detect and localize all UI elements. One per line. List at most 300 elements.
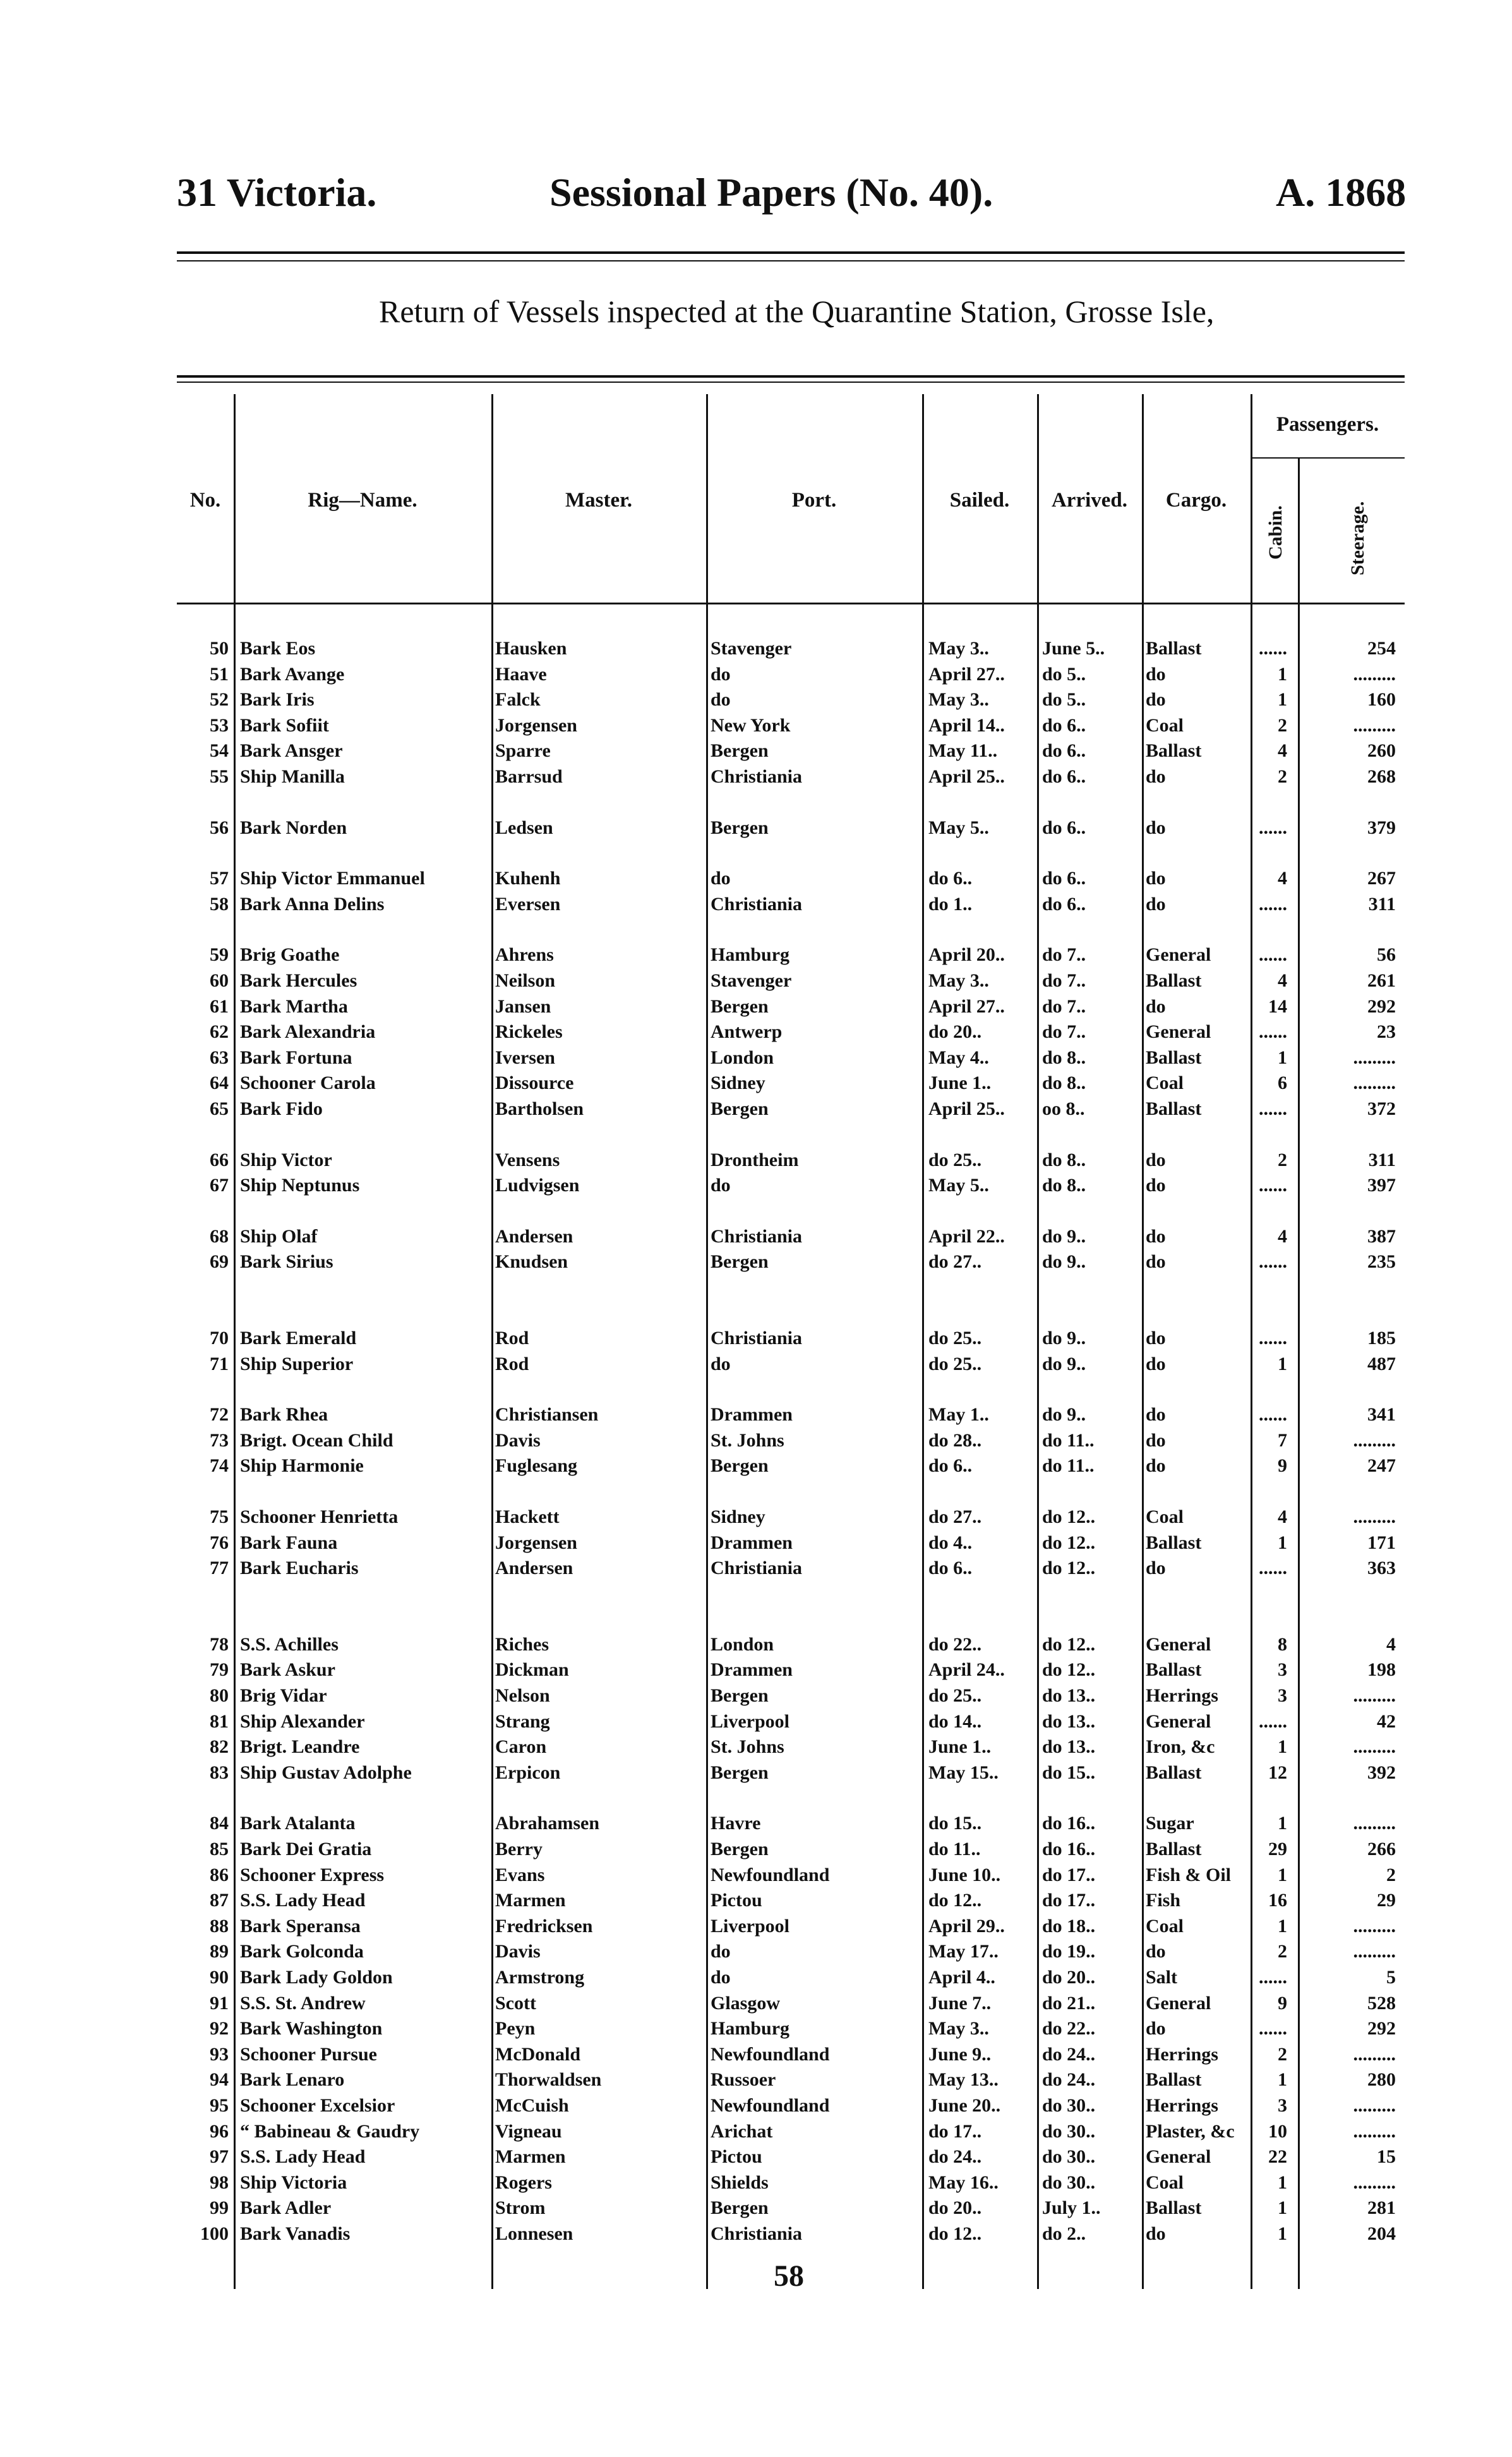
row-cabin: 1 [1278, 2172, 1287, 2193]
row-steerage: 198 [1367, 1659, 1396, 1681]
row-steerage: 487 [1367, 1353, 1396, 1374]
row-cabin: ...... [1259, 893, 1287, 915]
row-arrived: do 6.. [1042, 868, 1086, 889]
row-no: 97 [210, 2146, 229, 2168]
row-cargo: Coal [1146, 1506, 1184, 1527]
table-row [177, 1047, 1405, 1072]
row-cabin: ...... [1259, 1098, 1287, 1119]
row-master: Kuhenh [495, 868, 561, 889]
row-cargo: Ballast [1146, 1762, 1202, 1783]
row-cabin: 22 [1268, 2146, 1287, 2168]
row-rig-name: Bark Fido [240, 1098, 323, 1119]
row-sailed: June 7.. [928, 1992, 992, 2014]
row-cabin: 4 [1278, 1506, 1287, 1527]
row-arrived: do 6.. [1042, 817, 1086, 838]
row-port: London [711, 1633, 774, 1655]
row-steerage: 29 [1377, 1890, 1396, 1911]
row-arrived: do 30.. [1042, 2120, 1096, 2142]
row-cabin: 1 [1278, 689, 1287, 711]
row-no: 64 [210, 1072, 229, 1094]
row-sailed: April 24.. [928, 1659, 1005, 1681]
row-arrived: do 22.. [1042, 2018, 1096, 2039]
row-cargo: Fish [1146, 1890, 1181, 1911]
row-port: do [711, 689, 731, 711]
row-cargo: do [1146, 817, 1166, 838]
row-master: Ludvigsen [495, 1175, 580, 1196]
row-rig-name: Schooner Carola [240, 1072, 376, 1094]
row-port: Sidney [711, 1072, 765, 1094]
row-sailed: May 5.. [928, 817, 989, 838]
row-arrived: do 12.. [1042, 1532, 1096, 1553]
row-port: Sidney [711, 1506, 765, 1527]
row-cargo: do [1146, 995, 1166, 1017]
row-steerage: ......... [1353, 1506, 1396, 1527]
row-sailed: do 22.. [928, 1633, 982, 1655]
table-row [177, 868, 1405, 893]
row-sailed: do 25.. [928, 1353, 982, 1374]
row-cargo: do [1146, 1941, 1166, 1962]
row-cabin: ...... [1259, 638, 1287, 659]
table-row [177, 715, 1405, 740]
vessel-ledger-table [177, 375, 1405, 2295]
row-master: Hausken [495, 638, 567, 659]
row-cabin: 10 [1268, 2120, 1287, 2142]
row-no: 54 [210, 740, 229, 762]
table-top-rule-thin [177, 381, 1405, 383]
row-port: St. Johns [711, 1429, 784, 1451]
row-arrived: do 13.. [1042, 1736, 1096, 1758]
row-cabin: 1 [1278, 1353, 1287, 1374]
row-rig-name: Ship Victoria [240, 2172, 347, 2193]
row-port: Bergen [711, 1098, 769, 1119]
table-row [177, 817, 1405, 843]
row-port: Christiania [711, 1328, 803, 1349]
table-row [177, 1072, 1405, 1098]
table-row [177, 1558, 1405, 1583]
row-port: Pictou [711, 1890, 762, 1911]
row-cargo: do [1146, 1251, 1166, 1273]
row-cargo: do [1146, 1455, 1166, 1477]
row-steerage: 292 [1367, 995, 1396, 1017]
running-header-left: 31 Victoria. [177, 170, 377, 215]
row-cabin: 1 [1278, 1532, 1287, 1553]
row-port: Newfoundland [711, 2095, 830, 2116]
row-rig-name: Bark Vanadis [240, 2223, 351, 2244]
row-sailed: April 4.. [928, 1967, 995, 1988]
row-rig-name: Schooner Henrietta [240, 1506, 399, 1527]
row-master: Abrahamsen [495, 1813, 600, 1834]
row-steerage: 4 [1386, 1633, 1396, 1655]
row-master: Rod [495, 1328, 529, 1349]
row-cargo: General [1146, 2146, 1211, 2168]
row-arrived: do 9.. [1042, 1328, 1086, 1349]
row-no: 60 [210, 970, 229, 991]
col-header-passengers: Passengers. [1276, 413, 1379, 436]
row-port: Drammen [711, 1532, 793, 1553]
row-rig-name: Bark Anna Delins [240, 893, 385, 915]
row-cabin: 1 [1278, 1736, 1287, 1758]
row-sailed: May 3.. [928, 689, 989, 711]
row-steerage: 379 [1367, 817, 1396, 838]
row-no: 56 [210, 817, 229, 838]
row-cabin: 1 [1278, 1915, 1287, 1937]
row-rig-name: Bark Atalanta [240, 1813, 356, 1834]
row-arrived: do 30.. [1042, 2146, 1096, 2168]
row-master: Haave [495, 663, 547, 685]
col-header-rig-name: Rig—Name. [308, 489, 417, 512]
row-master: Bartholsen [495, 1098, 584, 1119]
row-port: Havre [711, 1813, 761, 1834]
row-cargo: Coal [1146, 1915, 1184, 1937]
row-arrived: do 6.. [1042, 740, 1086, 762]
row-cabin: 2 [1278, 1149, 1287, 1170]
row-rig-name: Bark Ansger [240, 740, 343, 762]
row-master: Jorgensen [495, 714, 577, 736]
row-port: Bergen [711, 995, 769, 1017]
row-cargo: do [1146, 1353, 1166, 1374]
row-no: 80 [210, 1685, 229, 1706]
row-sailed: April 25.. [928, 766, 1005, 787]
row-steerage: ......... [1353, 2172, 1396, 2193]
row-steerage: ......... [1353, 1685, 1396, 1706]
row-rig-name: Ship Gustav Adolphe [240, 1762, 412, 1783]
row-port: Russoer [711, 2069, 776, 2091]
row-rig-name: Bark Lady Goldon [240, 1967, 393, 1988]
row-sailed: May 4.. [928, 1047, 989, 1068]
row-sailed: May 15.. [928, 1762, 999, 1783]
col-header-master: Master. [565, 489, 632, 512]
row-rig-name: Ship Manilla [240, 766, 345, 787]
row-steerage: 392 [1367, 1762, 1396, 1783]
row-sailed: April 14.. [928, 714, 1005, 736]
row-no: 84 [210, 1813, 229, 1834]
row-no: 83 [210, 1762, 229, 1783]
col-header-cargo: Cargo. [1165, 489, 1227, 512]
row-steerage: 266 [1367, 1839, 1396, 1859]
row-port: Bergen [711, 740, 769, 762]
row-sailed: May 13.. [928, 2069, 999, 2091]
page-number: 58 [774, 2259, 804, 2293]
row-cabin: 9 [1278, 1992, 1287, 2014]
row-cabin: 2 [1278, 714, 1287, 736]
table-row [177, 1967, 1405, 1992]
row-master: Jorgensen [495, 1532, 577, 1553]
col-header-sailed: Sailed. [949, 489, 1010, 512]
row-cabin: ...... [1259, 1710, 1287, 1732]
row-cabin: ...... [1259, 944, 1287, 966]
row-rig-name: Bark Eos [240, 638, 316, 659]
row-arrived: do 5.. [1042, 663, 1086, 685]
row-master: Ahrens [495, 944, 554, 966]
row-no: 71 [210, 1353, 229, 1374]
row-sailed: do 11.. [928, 1839, 981, 1859]
row-no: 69 [210, 1251, 229, 1273]
row-arrived: do 6.. [1042, 714, 1086, 736]
row-sailed: June 9.. [928, 2043, 992, 2065]
row-cabin: 3 [1278, 1659, 1287, 1681]
row-sailed: do 20.. [928, 1021, 982, 1043]
row-steerage: ......... [1353, 1047, 1396, 1068]
row-steerage: 42 [1377, 1710, 1396, 1732]
header-rule-bottom [177, 260, 1405, 261]
row-rig-name: Bark Norden [240, 817, 347, 838]
row-rig-name: Bark Avange [240, 663, 345, 685]
row-master: McCuish [495, 2095, 569, 2116]
row-cargo: Fish & Oil [1146, 1864, 1232, 1885]
row-cargo: do [1146, 868, 1166, 889]
row-no: 88 [210, 1915, 229, 1937]
row-cabin: 2 [1278, 2043, 1287, 2065]
row-port: Bergen [711, 1839, 769, 1859]
row-sailed: do 17.. [928, 2120, 982, 2142]
row-cabin: 6 [1278, 1072, 1287, 1094]
row-rig-name: Ship Olaf [240, 1225, 318, 1247]
row-master: Vigneau [495, 2120, 562, 2142]
row-port: Pictou [711, 2146, 762, 2168]
row-no: 78 [210, 1633, 229, 1655]
table-row [177, 1736, 1405, 1762]
row-master: Evans [495, 1864, 545, 1885]
row-cargo: do [1146, 1558, 1166, 1579]
row-master: Marmen [495, 2146, 566, 2168]
table-row [177, 740, 1405, 766]
row-master: Rogers [495, 2172, 552, 2193]
row-sailed: do 6.. [928, 1455, 973, 1477]
row-cabin: 4 [1278, 868, 1287, 889]
table-row [177, 1839, 1405, 1864]
row-steerage: 372 [1367, 1098, 1396, 1119]
row-arrived: do 13.. [1042, 1710, 1096, 1732]
row-cargo: Ballast [1146, 638, 1202, 659]
row-no: 62 [210, 1021, 229, 1043]
row-port: Christiania [711, 766, 803, 787]
row-sailed: do 12.. [928, 1890, 982, 1911]
table-row [177, 1890, 1405, 1915]
row-port: do [711, 868, 731, 889]
row-no: 61 [210, 995, 229, 1017]
row-cargo: Ballast [1146, 1532, 1202, 1553]
row-port: Arichat [711, 2120, 773, 2142]
row-no: 68 [210, 1225, 229, 1247]
row-rig-name: Bark Sofiit [240, 714, 329, 736]
row-no: 67 [210, 1175, 229, 1196]
row-no: 59 [210, 944, 229, 966]
row-steerage: 56 [1377, 944, 1396, 966]
row-cargo: Coal [1146, 1072, 1184, 1094]
row-steerage: 311 [1368, 1149, 1396, 1170]
row-arrived: do 17.. [1042, 1864, 1096, 1885]
row-arrived: do 6.. [1042, 893, 1086, 915]
row-rig-name: Bark Fortuna [240, 1047, 352, 1068]
row-cargo: do [1146, 1175, 1166, 1196]
row-arrived: do 6.. [1042, 766, 1086, 787]
table-row [177, 2044, 1405, 2069]
table-row [177, 1634, 1405, 1659]
row-master: Peyn [495, 2018, 536, 2039]
row-master: Armstrong [495, 1967, 585, 1988]
table-row [177, 1941, 1405, 1966]
row-port: Christiania [711, 2223, 803, 2244]
row-sailed: do 1.. [928, 893, 973, 915]
row-master: Rickeles [495, 1021, 563, 1043]
row-master: Jansen [495, 995, 551, 1017]
row-arrived: do 5.. [1042, 689, 1086, 711]
row-cabin: 2 [1278, 1941, 1287, 1962]
row-port: St. Johns [711, 1736, 784, 1758]
row-rig-name: S.S. Lady Head [240, 2146, 366, 2168]
row-steerage: 280 [1367, 2069, 1396, 2091]
row-port: Hamburg [711, 2018, 790, 2039]
row-port: do [711, 1353, 731, 1374]
row-sailed: do 12.. [928, 2223, 982, 2244]
col-header-no: No. [189, 489, 221, 512]
row-steerage: ......... [1353, 1915, 1396, 1937]
row-port: do [711, 1175, 731, 1196]
row-cabin: 8 [1278, 1633, 1287, 1655]
row-cargo: Ballast [1146, 2069, 1202, 2091]
row-sailed: do 14.. [928, 1710, 982, 1732]
row-master: Dissource [495, 1072, 574, 1094]
row-rig-name: S.S. Lady Head [240, 1890, 366, 1911]
row-cabin: 1 [1278, 1813, 1287, 1834]
row-cargo: do [1146, 1225, 1166, 1247]
row-port: Liverpool [711, 1915, 789, 1937]
col-header-steerage: Steerage. [1347, 501, 1368, 575]
row-cargo: Coal [1146, 714, 1184, 736]
row-master: Thorwaldsen [495, 2069, 602, 2091]
row-no: 58 [210, 893, 229, 915]
row-arrived: do 30.. [1042, 2095, 1096, 2116]
row-no: 96 [210, 2120, 229, 2142]
row-master: Davis [495, 1429, 541, 1451]
row-rig-name: Bark Sirius [240, 1251, 333, 1273]
row-port: Bergen [711, 1251, 769, 1273]
row-sailed: do 20.. [928, 2197, 982, 2219]
row-arrived: do 17.. [1042, 1890, 1096, 1911]
row-cargo: Ballast [1146, 1659, 1202, 1681]
row-steerage: 528 [1367, 1992, 1396, 2014]
row-sailed: April 29.. [928, 1915, 1005, 1937]
row-steerage: ......... [1353, 2043, 1396, 2065]
table-row [177, 1506, 1405, 1532]
row-master: Fuglesang [495, 1455, 578, 1477]
header-bottom-rule [177, 603, 1405, 604]
row-arrived: do 16.. [1042, 1813, 1096, 1834]
header-rule-top [177, 251, 1405, 254]
row-no: 92 [210, 2018, 229, 2039]
row-rig-name: Ship Alexander [240, 1710, 365, 1732]
row-steerage: 363 [1367, 1558, 1396, 1579]
table-row [177, 1916, 1405, 1941]
row-arrived: do 8.. [1042, 1175, 1086, 1196]
row-master: Davis [495, 1941, 541, 1962]
row-port: Bergen [711, 1762, 769, 1783]
row-steerage: 15 [1377, 2146, 1396, 2168]
row-arrived: July 1.. [1042, 2197, 1101, 2219]
row-cargo: do [1146, 1404, 1166, 1426]
row-steerage: 185 [1367, 1328, 1396, 1349]
row-steerage: 254 [1367, 638, 1396, 659]
row-arrived: do 8.. [1042, 1072, 1086, 1094]
row-master: Nelson [495, 1685, 550, 1706]
row-rig-name: Bark Lenaro [240, 2069, 345, 2091]
row-sailed: do 24.. [928, 2146, 982, 2168]
row-rig-name: Brigt. Leandre [240, 1736, 360, 1758]
row-master: Andersen [495, 1225, 573, 1247]
table-row [177, 638, 1405, 663]
row-no: 57 [210, 868, 229, 889]
row-steerage: 311 [1368, 893, 1396, 915]
row-no: 72 [210, 1404, 229, 1426]
row-sailed: do 25.. [928, 1149, 982, 1170]
row-master: Neilson [495, 970, 556, 991]
row-cabin: 9 [1278, 1455, 1287, 1477]
row-sailed: May 5.. [928, 1175, 989, 1196]
row-no: 91 [210, 1992, 229, 2014]
row-cabin: 3 [1278, 1685, 1287, 1706]
row-port: Hamburg [711, 944, 790, 966]
row-port: London [711, 1047, 774, 1068]
table-row [177, 1865, 1405, 1890]
row-no: 75 [210, 1506, 229, 1527]
row-rig-name: Bark Emerald [240, 1328, 357, 1349]
row-arrived: do 16.. [1042, 1839, 1096, 1859]
row-no: 77 [210, 1558, 229, 1579]
row-rig-name: S.S. Achilles [240, 1633, 339, 1655]
table-row [177, 1685, 1405, 1710]
row-port: Stavenger [711, 638, 792, 659]
row-cabin: ...... [1259, 1558, 1287, 1579]
row-port: Bergen [711, 2197, 769, 2219]
row-no: 98 [210, 2172, 229, 2193]
table-row [177, 2069, 1405, 2094]
row-sailed: do 27.. [928, 1506, 982, 1527]
table-row [177, 1175, 1405, 1200]
table-row [177, 1455, 1405, 1481]
row-arrived: do 9.. [1042, 1353, 1086, 1374]
row-cargo: do [1146, 766, 1166, 787]
row-cargo: Ballast [1146, 970, 1202, 991]
table-row [177, 2095, 1405, 2120]
table-row [177, 996, 1405, 1021]
row-master: Strang [495, 1710, 550, 1732]
row-port: Liverpool [711, 1710, 789, 1732]
row-port: do [711, 1941, 731, 1962]
row-cabin: 14 [1268, 995, 1287, 1017]
row-master: Falck [495, 689, 541, 711]
row-no: 94 [210, 2069, 229, 2091]
table-row [177, 1813, 1405, 1838]
row-arrived: do 20.. [1042, 1967, 1096, 1988]
row-cabin: ...... [1259, 1021, 1287, 1043]
row-sailed: do 6.. [928, 868, 973, 889]
row-master: Ledsen [495, 817, 553, 838]
row-master: Marmen [495, 1890, 566, 1911]
row-sailed: April 27.. [928, 995, 1005, 1017]
running-header-center: Sessional Papers (No. 40). [549, 170, 993, 215]
row-cabin: ...... [1259, 2018, 1287, 2039]
row-port: New York [711, 714, 791, 736]
row-arrived: do 8.. [1042, 1149, 1086, 1170]
row-cabin: 4 [1278, 1225, 1287, 1247]
row-arrived: do 18.. [1042, 1915, 1096, 1937]
row-master: Christiansen [495, 1404, 599, 1426]
row-cargo: Ballast [1146, 2197, 1202, 2219]
row-no: 66 [210, 1149, 229, 1170]
row-sailed: June 1.. [928, 1072, 992, 1094]
row-cabin: 29 [1268, 1839, 1287, 1859]
row-rig-name: Ship Victor [240, 1149, 332, 1170]
